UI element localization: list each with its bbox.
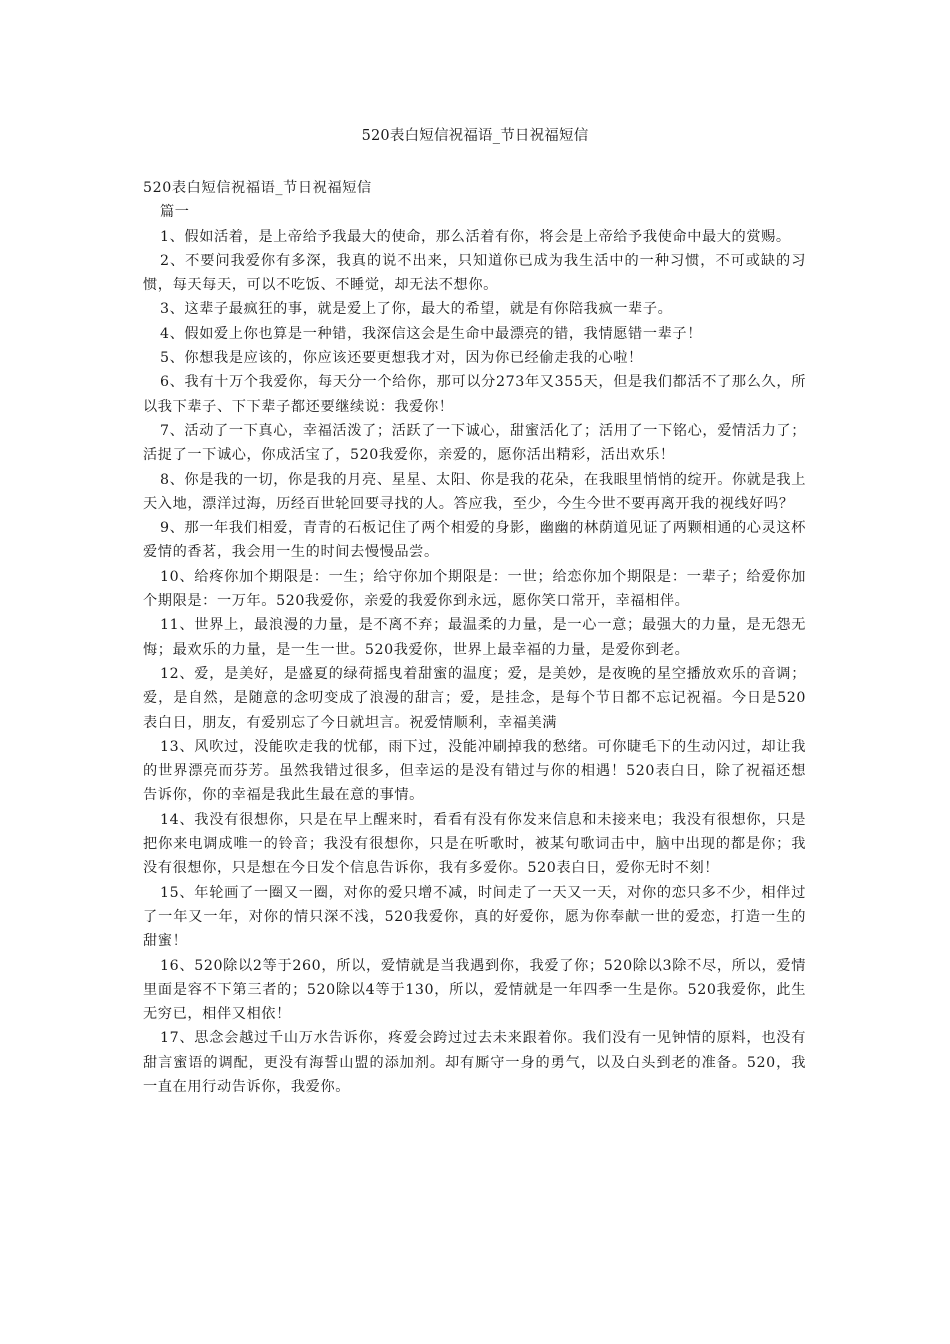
paragraph-13: 13、风吹过，没能吹走我的忧郁，雨下过，没能冲刷掉我的愁绪。可你睫毛下的生动闪过，却让我的世界漂亮而芬芳。虽然我错过很多，但幸运的是没有错过与你的相遇！520表白日，除了祝福还想告诉你，你的幸福是我此生最在意的事情。	[143, 738, 806, 804]
paragraph-6: 6、我有十万个我爱你，每天分一个给你，那可以分273年又355天，但是我们都活不了那么久，所以我下辈子、下下辈子都还要继续说：我爱你！	[143, 374, 806, 415]
paragraph-2: 2、不要问我爱你有多深，我真的说不出来，只知道你已成为我生活中的一种习惯，不可或缺的习惯，每天每天，可以不吃饭、不睡觉，却无法不想你。	[143, 252, 806, 294]
paragraph-1: 1、假如活着，是上帝给予我最大的使命，那么活着有你，将会是上帝给予我使命中最大的赏赐。	[160, 228, 791, 245]
paragraph-16: 16、520除以2等于260，所以，爱情就是当我遇到你，我爱了你；520除以3除不尽，所以，爱情里面是容不下第三者的；520除以4等于130，所以，爱情就是一年四季一生是你。520我爱你，此生无穷已，相伴又相依！	[143, 957, 806, 1023]
paragraph-14: 14、我没有很想你，只是在早上醒来时，看看有没有你发来信息和未接来电；我没有很想你，只是把你来电调成唯一的铃音；我没有很想你，只是在听歌时，被某句歌词击中，脑中出现的都是你；我没有很想你，只是想在今日发个信息告诉你，我有多爱你。520表白日，爱你无时不刻！	[143, 811, 806, 877]
paragraph-5: 5、你想我是应该的，你应该还要更想我才对，因为你已经偷走我的心啦！	[160, 350, 643, 367]
paragraph-8: 8、你是我的一切，你是我的月亮、星星、太阳、你是我的花朵，在我眼里悄悄的绽开。你就是我上天入地，漂洋过海，历经百世轮回要寻找的人。答应我，至少，今生今世不要再离开我的视线好吗？	[143, 471, 806, 512]
paragraph-7: 7、活动了一下真心，幸福活泼了；活跃了一下诚心，甜蜜活化了；活用了一下铭心，爱情活力了；活捉了一下诚心，你成活宝了，520我爱你，亲爱的，愿你活出精彩，活出欢乐！	[143, 422, 806, 464]
paragraph-17: 17、思念会越过千山万水告诉你，疼爱会跨过过去未来跟着你。我们没有一见钟情的原料，也没有甜言蜜语的调配，更没有海誓山盟的添加剂。却有厮守一身的勇气，以及白头到老的准备。520，我一直在用行动告诉你，我爱你。	[143, 1030, 806, 1095]
paragraph-9: 9、那一年我们相爱，青青的石板记住了两个相爱的身影，幽幽的林荫道见证了两颗相通的心灵这杯爱情的香茗，我会用一生的时间去慢慢品尝。	[143, 520, 806, 561]
document-body	[143, 176, 806, 1099]
section-heading: 篇一	[160, 204, 190, 221]
paragraph-4: 4、假如爱上你也算是一种错，我深信这会是生命中最漂亮的错，我情愿错一辈子！	[160, 325, 702, 342]
document-subtitle: 520表白短信祝福语_节日祝福短信	[143, 180, 372, 196]
paragraph-12: 12、爱，是美好，是盛夏的绿荷摇曳着甜蜜的温度；爱，是美妙，是夜晚的星空播放欢乐的音调；爱，是自然，是随意的念叨变成了浪漫的甜言；爱，是挂念，是每个节日都不忘记祝福。今日是520表白日，朋友，有爱别忘了今日就坦言。祝爱情顺利，幸福美满	[143, 665, 806, 731]
paragraph-15: 15、年轮画了一圈又一圈，对你的爱只增不减，时间走了一天又一天，对你的恋只多不少，相伴过了一年又一年，对你的情只深不浅，520我爱你，真的好爱你，愿为你奉献一世的爱恋，打造一生的甜蜜！	[143, 884, 806, 950]
document-title: 520表白短信祝福语_节日祝福短信	[361, 128, 589, 144]
paragraph-10: 10、给疼你加个期限是：一生；给守你加个期限是：一世；给恋你加个期限是：一辈子；给爱你加个期限是：一万年。520我爱你，亲爱的我爱你到永远，愿你笑口常开，幸福相伴。	[143, 568, 806, 610]
paragraph-11: 11、世界上，最浪漫的力量，是不离不弃；最温柔的力量，是一心一意；最强大的力量，是无怨无悔；最欢乐的力量，是一生一世。520我爱你，世界上最幸福的力量，是爱你到老。	[143, 617, 806, 658]
paragraph-3: 3、这辈子最疯狂的事，就是爱上了你，最大的希望，就是有你陪我疯一辈子。	[160, 301, 673, 318]
